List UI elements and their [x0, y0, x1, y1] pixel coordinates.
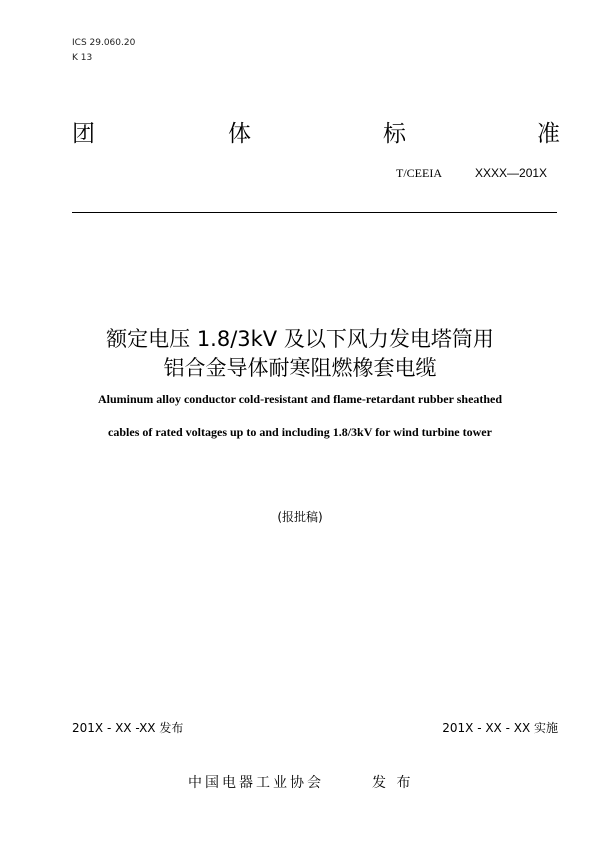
standard-type-char: 体: [228, 121, 251, 147]
issuer: 中国电器工业协会: [188, 775, 324, 791]
standard-type-char: 团: [72, 121, 95, 147]
standard-number-prefix: T/CEEIA: [396, 166, 442, 180]
title-en-line2: cables of rated voltages up to and including 1.8/3kV for wind turbine tower: [108, 425, 492, 439]
standard-type-char: 准: [537, 121, 560, 147]
ics-code: ICS 29.060.20: [72, 38, 136, 48]
draft-status: (报批稿): [277, 510, 323, 524]
header-divider: [72, 212, 557, 213]
title-cn-line1: 额定电压 1.8/3kV 及以下风力发电塔筒用: [106, 327, 494, 351]
standard-type-char: 标: [383, 121, 406, 147]
title-en-line1: Aluminum alloy conductor cold-resistant and flame-retardant rubber sheathed: [97, 392, 503, 406]
publish-date: 201X - XX -XX 发布: [72, 721, 184, 735]
title-cn-line2: 铝合金导体耐寒阻燃橡套电缆: [163, 356, 437, 380]
standard-number: XXXX—201X: [475, 166, 548, 180]
ccs-code: K 13: [72, 53, 93, 63]
implement-date: 201X - XX - XX 实施: [442, 721, 558, 735]
issue-label: 发 布: [372, 775, 414, 791]
